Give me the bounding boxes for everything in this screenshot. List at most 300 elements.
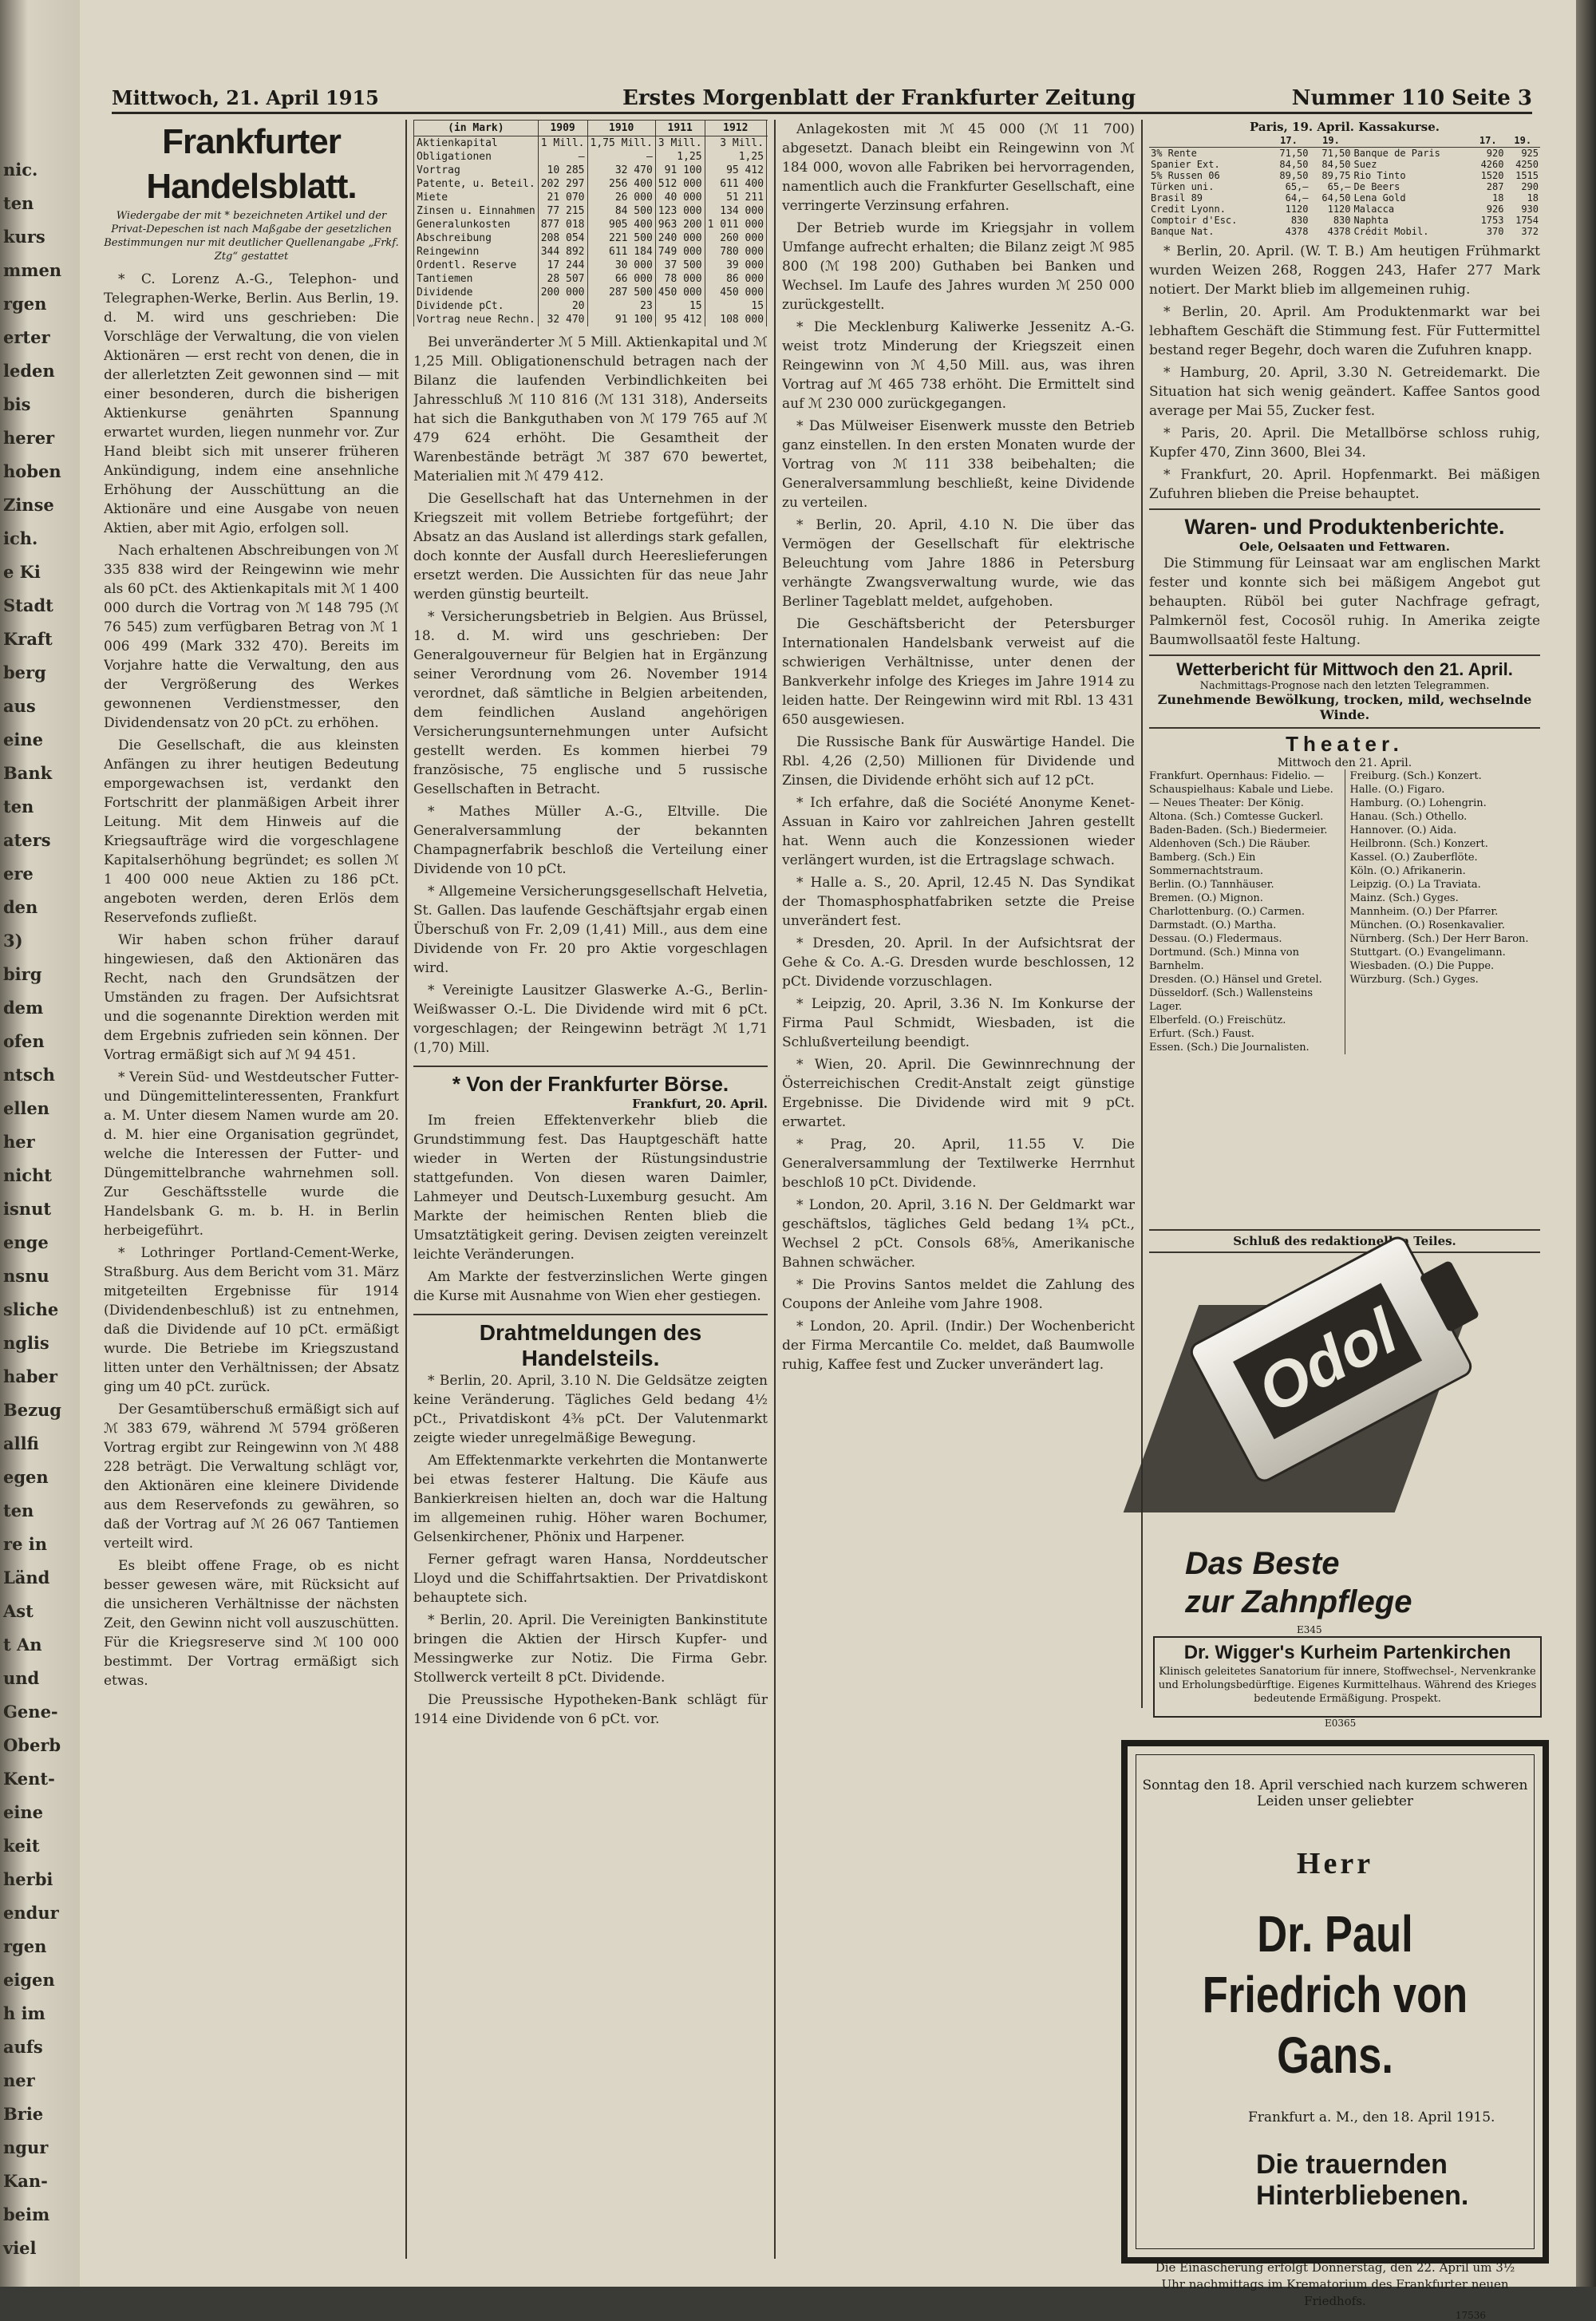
table-cell: 372 (1521, 226, 1539, 237)
table-cell: 18 (1492, 192, 1504, 204)
article-paragraph: * Prag, 20. April, 11.55 V. Die Generalversammlung der Textilwerke Herrnhut beschloß 10 pCt. Dividende. (782, 1137, 1135, 1191)
theater-listing: Halle. (O.) Figaro. (1349, 784, 1445, 796)
theater-listing: Hanau. (Sch.) Othello. (1349, 811, 1468, 823)
article-paragraph: Der Betrieb wurde im Kriegsjahr in vollem Umfange aufrecht erhalten; die Bilanz zeigt ℳ 985 800 (ℳ 198 200) Guthaben bei Banken und Wechsel. Im Laufe des Jahres wurden ℳ 250 000 zurückgestellt. (782, 220, 1135, 313)
spine-text-fragment: beim (3, 2204, 50, 2224)
table-cell: 134 000 (705, 204, 766, 218)
theater-listing: Aldenhoven (Sch.) Die Räuber. (1149, 838, 1311, 850)
spine-text-fragment: Kan- (3, 2171, 48, 2191)
table-cell (767, 245, 768, 259)
table-cell: 4378 (1285, 226, 1309, 237)
table-cell: 26 000 (587, 191, 655, 204)
table-cell: 611 400 (705, 177, 766, 191)
table-cell: 3 Mill. (705, 136, 766, 151)
table-cell (767, 299, 768, 313)
table-cell: 1753 (1480, 215, 1504, 226)
table-cell: 926 (1486, 204, 1504, 215)
kurheim-text: Klinisch geleitetes Sanatorium für innere, Stoffwechsel-, Nervenkranke und Erholungsbedürftige. Eigenes Kurmittelhaus. Während des Krieges bedeutende Ermäßigung. Prospekt. (1158, 1666, 1537, 1705)
table-cell: Naphta (1353, 215, 1389, 226)
table-cell: 260 000 (705, 231, 766, 245)
theater-listing: Mannheim. (O.) Der Pfarrer. (1349, 906, 1499, 918)
table-cell (767, 231, 768, 245)
table-cell: Obligationen (414, 150, 539, 164)
table-cell: Ordentl. Reserve (414, 259, 539, 272)
header-paper-title: Erstes Morgenblatt der Frankfurter Zeitung (622, 86, 1136, 110)
table-header: 17. (1471, 134, 1505, 148)
theater-listing: Dessau. (O.) Fledermaus. (1149, 933, 1282, 945)
table-cell: 123 000 (655, 204, 705, 218)
table-cell (767, 259, 768, 272)
article-paragraph: * Die Mecklenburg Kaliwerke Jessenitz A.-G. weist trotz Minderung der Kriegszeit einen Reingewinn von ℳ 4,50 Mill. aus, was ihren Vortrag auf ℳ 465 738 erhöht. Die Ermittelt sind auf ℳ 230 000 zurückgegangen. (782, 319, 1135, 412)
spine-text-fragment: rgen (3, 1936, 47, 1956)
spine-text-fragment: birg (3, 964, 42, 984)
obituary-intro: Sonntag den 18. April verschied nach kurzem schweren Leiden unser geliebter (1142, 1777, 1528, 1809)
table-cell: 4378 (1327, 226, 1351, 237)
obituary-name: Dr. Paul Friedrich von Gans. (1202, 1905, 1468, 2084)
spine-text-fragment: ich. (3, 528, 38, 548)
tube-label: Odol (1233, 1283, 1422, 1439)
table-cell: 290 (1521, 181, 1539, 192)
table-cell: Crédit Mobil. (1353, 226, 1429, 237)
drahtmeldungen-text (413, 1371, 768, 1729)
table-cell: Malacca (1353, 204, 1395, 215)
article-paragraph: * Hamburg, 20. April, 3.30 N. Getreidemarkt. Die Situation hat sich wenig geändert. Kaffee Santos good average per Mai 55, Zucker fest. (1149, 365, 1540, 419)
table-cell: 221 500 (587, 231, 655, 245)
column-2-text (413, 333, 768, 1058)
table-cell: 749 000 (655, 245, 705, 259)
table-cell: Generalunkosten (414, 218, 539, 231)
spine-text-fragment: bis (3, 394, 31, 414)
table-cell: 1520 (1480, 170, 1504, 181)
theater-listing: Kassel. (O.) Zauberflöte. (1349, 852, 1478, 864)
theater-listing: Bremen. (O.) Mignon. (1149, 892, 1263, 904)
table-cell: 15 (655, 299, 705, 313)
article-paragraph: * Berlin, 20. April. (W. T. B.) Am heutigen Frühmarkt wurden Weizen 268, Roggen 243, Hafer 277 Mark notiert. Der Markt blieb im allgemeinen ruhig. (1149, 243, 1540, 298)
table-cell: 77 215 (538, 204, 587, 218)
theater-listing: Erfurt. (Sch.) Faust. (1149, 1028, 1254, 1040)
table-cell (767, 286, 768, 299)
article-paragraph: * Wien, 20. April. Die Gewinnrechnung der Österreichischen Credit-Anstalt zeigt günstige Ergebnisse. Die Dividende wird mit 9 pCt. erwartet. (782, 1057, 1135, 1130)
article-paragraph: Im freien Effektenverkehr blieb die Grundstimmung fest. Das Hauptgeschäft hatte wieder in Werten der Rüstungsindustrie stattgefunden. Von diesen waren Daimler, Lahmeyer und Deutsch-Luxemburg gesucht. Am Markte der heimischen Renten blieb die Umsatztätigkeit gering. Devisen zeigten vereinzelt leichte Veränderungen. (413, 1113, 768, 1263)
oele-text (1149, 554, 1540, 650)
table-header: 1910 (587, 121, 655, 136)
table-row (414, 204, 768, 218)
table-header: 1912 (705, 121, 766, 136)
table-cell: Credit Lyonn. (1151, 204, 1226, 215)
boerse-heading: * Von der Frankfurter Börse. (413, 1066, 768, 1097)
spine-text-fragment: Oberb (3, 1735, 61, 1755)
table-row (1149, 148, 1540, 160)
spine-text-fragment: hoben (3, 461, 61, 481)
table-cell: 91 100 (655, 164, 705, 177)
table-cell: Aktienkapital (414, 136, 539, 151)
table-cell: 930 (1521, 204, 1539, 215)
column-3-text (782, 120, 1135, 1374)
spine-text-fragment: isnut (3, 1199, 52, 1219)
spine-text-fragment: den (3, 897, 38, 917)
table-cell: 925 (1521, 148, 1539, 159)
table-cell: 64,50 (1321, 192, 1351, 204)
table-cell: Vortrag neue Rechn. (414, 313, 539, 326)
theater-listing: Würzburg. (Sch.) Gyges. (1349, 974, 1479, 986)
theater-listing: Dortmund. (Sch.) Minna von Barnhelm. (1149, 947, 1299, 972)
theater-heading: Theater. (1149, 727, 1540, 757)
table-cell: Dividende pCt. (414, 299, 539, 313)
spine-text-fragment: 3) (3, 931, 23, 951)
table-cell: 15 (705, 299, 766, 313)
article-paragraph: Die Geschäftsbericht der Petersburger Internationalen Handelsbank verweist auf die schwierigen Verhältnisse, unter denen der Bankverkehr infolge des Krieges im Jahre 1914 zu leiden hatte. Der Reingewinn wird mit Rbl. 13 431 650 ausgewiesen. (782, 616, 1135, 728)
table-cell: 1 011 000 (705, 218, 766, 231)
paris-heading: Paris, 19. April. Kassakurse. (1249, 120, 1440, 134)
table-row (414, 272, 768, 286)
table-cell: 108 000 (705, 313, 766, 326)
wetter-subtitle: Nachmittags-Prognose nach den letzten Telegrammen. (1199, 680, 1490, 692)
column-rule (774, 120, 776, 2259)
article-paragraph: Anlagekosten mit ℳ 45 000 (ℳ 11 700) abgesetzt. Danach bleibt ein Reingewinn von ℳ 184 000, wovon alle Fabriken bei hervorragenden, namentlich auch die Frankfurter Gesellschaft, eine verringerte Verzinsung erfahren. (782, 121, 1135, 214)
table-cell: 3 Mill. (655, 136, 705, 151)
table-cell: 65,— (1285, 181, 1309, 192)
table-row (414, 286, 768, 299)
toothpaste-advertisement (1161, 1249, 1448, 1635)
theater-listing: Hannover. (O.) Aida. (1349, 824, 1457, 836)
table-cell: 287 (1486, 181, 1504, 192)
kurheim-heading: Dr. Wigger's Kurheim Partenkirchen (1183, 1642, 1511, 1663)
spine-text-fragment: Bezug (3, 1400, 61, 1420)
table-header: 17. (1267, 134, 1310, 148)
article-paragraph: Wir haben schon früher darauf hingewiesen, daß den Aktionären das Recht, nach den Grundsätzen der Umständen zu fragen. Der Aufsichtsrat und die sogenannte Direktion werden mit dem Ergebnis zufrieden sein können. Der Vortrag ermäßigt sich auf ℳ 94 451. (104, 932, 399, 1063)
table-cell: Tantiemen (414, 272, 539, 286)
theater-listing: Freiburg. (Sch.) Konzert. (1349, 770, 1482, 782)
spine-text-fragment: Ast (3, 1601, 34, 1621)
table-header (1353, 134, 1471, 148)
table-cell: 5% Russen 06 (1151, 170, 1220, 181)
table-cell: Miete (414, 191, 539, 204)
spine-text-fragment: Stadt (3, 595, 53, 615)
theater-listing: Elberfeld. (O.) Freischütz. (1149, 1014, 1286, 1026)
table-cell: 450 000 (655, 286, 705, 299)
table-header: 1909 (538, 121, 587, 136)
waren-heading: Waren- und Produktenberichte. (1149, 508, 1540, 540)
article-paragraph: * Paris, 20. April. Die Metallbörse schloss ruhig, Kupfer 470, Zinn 3600, Blei 34. (1149, 425, 1540, 461)
article-paragraph: Die Gesellschaft, die aus kleinsten Anfängen zu ihrer heutigen Bedeutung emporgewachsen ist, verdankt den Fortschritt der planmäßigen Arbeit ihrer Leitung. Mit dem Hinweis auf die Kriegsaufträge wird die vorgeschlagene Kapitalserhöhung begründet; es sollen ℳ 1 400 000 neue Aktien zu 186 pCt. angeboten werden, deren Erlös dem Reservefonds zufließt. (104, 737, 399, 926)
article-paragraph: * C. Lorenz A.-G., Telephon- und Telegraphen-Werke, Berlin. Aus Berlin, 19. d. M. wird uns geschrieben: Die Vorschläge der Verwaltung, die von vielen Aktionären — erst recht von denen, die in der allerletzten Zeit gewonnen sind — mit einer besonderen, durch die bisherigen Aktienkurse genährten Spannung erwartet wurden, liegen nunmehr vor. Zur Hand bleibt sich mit unserer früheren Ankündigung, indem eine ansehnliche Erhöhung der Ausschüttung an die Aktionäre und eine Ausgabe von neuen Aktien, aber mit Agio, erfolgen soll. (104, 271, 399, 536)
theater-listing: Nürnberg. (Sch.) Der Herr Baron. (1349, 933, 1529, 945)
table-row (414, 191, 768, 204)
article-paragraph: * Leipzig, 20. April, 3.36 N. Im Konkurse der Firma Paul Schmidt, Wiesbaden, ist die Schlußverteilung beendigt. (782, 996, 1135, 1050)
theater-listing: Wiesbaden. (O.) Die Puppe. (1349, 960, 1495, 972)
table-cell: 37 500 (655, 259, 705, 272)
theater-list-right (1345, 769, 1541, 1054)
article-paragraph: * Vereinigte Lausitzer Glaswerke A.-G., Berlin-Weißwasser O.-L. Die Dividende wird mit 6 pCt. vorgeschlagen; der Reingewinn beträgt ℳ 1,71 (1,70) Mill. (413, 983, 768, 1056)
section-masthead: Frankfurter Handelsblatt. (146, 122, 357, 206)
ad-slogan-line-1: Das Beste (1185, 1546, 1340, 1581)
spine-text-fragment: t An (3, 1635, 42, 1655)
table-header: 19. (1505, 134, 1540, 148)
spine-text-fragment: nic. (3, 160, 38, 180)
table-cell: 64,— (1285, 192, 1309, 204)
table-row (414, 150, 768, 164)
table-cell: 89,75 (1321, 170, 1351, 181)
table-cell: Türken uni. (1151, 181, 1215, 192)
table-cell: 287 500 (587, 286, 655, 299)
spine-text-fragment: erter (3, 327, 50, 347)
theater-list-left (1149, 769, 1345, 1054)
theater-listing: Hamburg. (O.) Lohengrin. (1349, 797, 1487, 809)
table-cell (767, 191, 768, 204)
page-header (112, 83, 1532, 114)
table-cell: 28 507 (538, 272, 587, 286)
boerse-dateline: Frankfurt, 20. April. (632, 1097, 768, 1111)
table-cell: 89,50 (1279, 170, 1309, 181)
theater-listing: Baden-Baden. (Sch.) Biedermeier. (1149, 824, 1328, 836)
table-cell: 66 000 (587, 272, 655, 286)
table-cell: 91 100 (587, 313, 655, 326)
spine-text-fragment: nicht (3, 1165, 53, 1185)
spine-text-fragment: eigen (3, 1970, 55, 1990)
column-rule (405, 120, 407, 2259)
table-cell: 95 412 (655, 313, 705, 326)
wetter-forecast: Zunehmende Bewölkung, trocken, mild, wechselnde Winde. (1157, 692, 1532, 722)
spine-text-fragment: herer (3, 428, 55, 448)
ad-slogan (1185, 1544, 1412, 1621)
spine-text-fragment: ngur (3, 2137, 49, 2157)
spine-text-fragment: Kraft (3, 629, 53, 649)
theater-listing: München. (O.) Rosenkavalier. (1349, 919, 1505, 931)
table-cell: 84,50 (1321, 159, 1351, 170)
table-cell: Rio Tinto (1353, 170, 1406, 181)
spine-text-fragment: Zinse (3, 495, 54, 515)
obituary-notice (1121, 1740, 1549, 2321)
column-2 (413, 120, 768, 2259)
theater-listing: Stuttgart. (O.) Evangelimann. (1349, 947, 1506, 959)
table-header: (in Mark) (414, 121, 539, 136)
table-cell: 39 000 (705, 259, 766, 272)
spine-text-fragment: dem (3, 998, 44, 1018)
table-header (767, 121, 768, 136)
article-paragraph: * Berlin, 20. April, 3.10 N. Die Geldsätze zeigten keine Veränderung. Tägliches Geld bedang 4½ pCt., Privatdiskont 4⅜ pCt. Der Valutenmarkt zeigte wieder unregelmäßige Bewegung. (413, 1373, 768, 1446)
article-paragraph: * London, 20. April, 3.16 N. Der Geldmarkt war geschäftslos, tägliches Geld bedang 1¾ pCt., Wechsel 2 pCt. Consols 68⅝, Amerikanische Bahnen schwächer. (782, 1197, 1135, 1271)
spine-text-fragment: kurs (3, 227, 45, 247)
table-row (414, 218, 768, 231)
spine-text-fragment: enge (3, 1232, 49, 1252)
table-cell: 78 000 (655, 272, 705, 286)
table-cell: 830 (1333, 215, 1351, 226)
spine-text-fragment: herbi (3, 1869, 53, 1889)
table-cell: 1,25 (705, 150, 766, 164)
spine-text-fragment: ten (3, 797, 34, 817)
obituary-code: 17536 (1455, 2310, 1486, 2321)
article-paragraph: * Berlin, 20. April, 4.10 N. Die über das Vermögen der Gesellschaft für elektrische Beleuchtung vom Jahre 1886 in Petersburg verhängte Zwangsverwaltung wurde, wie das Berliner Tageblatt meldet, aufgehoben. (782, 517, 1135, 610)
header-page-number: Nummer 110 Seite 3 (1291, 86, 1532, 110)
table-row (1149, 159, 1540, 170)
table-cell: 32 470 (538, 313, 587, 326)
table-cell (767, 150, 768, 164)
table-cell: Banque Nat. (1151, 226, 1215, 237)
spine-text-fragment: keit (3, 1836, 40, 1856)
table-cell: Dividende (414, 286, 539, 299)
table-cell: Spanier Ext. (1151, 159, 1220, 170)
article-paragraph: * Das Mülweiser Eisenwerk musste den Betrieb ganz einstellen. In den ersten Monaten wurde der Vortrag von ℳ 111 338 beibehalten; die Generalversammlung beschließt, keine Dividende zu verteilen. (782, 418, 1135, 511)
newspaper-page (80, 0, 1576, 2321)
table-cell: 920 (1486, 148, 1504, 159)
article-paragraph: * London, 20. April. (Indir.) Der Wochenbericht der Firma Mercantile Co. meldet, daß Baumwolle ruhig, Kaffee fest und Zucker unverändert lag. (782, 1319, 1135, 1373)
article-paragraph: * Berlin, 20. April. Die Vereinigten Bankinstitute bringen die Aktien der Hirsch Kupfer- und Messingwerke zur Notiz. Die Firma Gebr. Stollwerck verteilt 8 pCt. Dividende. (413, 1612, 768, 1686)
spine-text-fragment: Gene- (3, 1702, 58, 1722)
article-paragraph: * Frankfurt, 20. April. Hopfenmarkt. Bei mäßigen Zufuhren blieben die Preise behauptet. (1149, 467, 1540, 502)
article-paragraph: Ferner gefragt waren Hansa, Norddeutscher Lloyd und die Schiffahrtsaktien. Der Privatdiskont behauptete sich. (413, 1552, 768, 1606)
spine-text-fragment: nglis (3, 1333, 49, 1353)
article-paragraph: * Mathes Müller A.-G., Eltville. Die Generalversammlung der bekannten Champagnerfabrik beschloß die Verteilung einer Dividende von 10 pCt. (413, 804, 768, 877)
table-cell: 30 000 (587, 259, 655, 272)
spine-text-fragment: sliche (3, 1299, 59, 1319)
spine-text-fragment: rgen (3, 294, 47, 314)
spine-text-fragment: leden (3, 361, 55, 381)
tube-cap (1419, 1259, 1479, 1332)
table-cell: 65,— (1327, 181, 1351, 192)
editorial-end-marker: Schluß des redaktionellen Teiles. (1149, 1229, 1540, 1253)
table-cell: 71,50 (1321, 148, 1351, 159)
theater-listing: Köln. (O.) Afrikanerin. (1349, 865, 1466, 877)
article-paragraph: * Verein Süd- und Westdeutscher Futter- und Düngemittelinteressenten, Frankfurt a. M. Unter diesem Namen wurde am 20. d. M. hier eine Organisation gegründet, welche die Interessen der Futter- und Düngemittelbranche wahrnehmen soll. Zur Geschäftsstelle wurde die Handelsbank G. m. b. H. in Berlin herbeigeführt. (104, 1070, 399, 1239)
table-cell: 1515 (1515, 170, 1539, 181)
header-date: Mittwoch, 21. April 1915 (112, 86, 379, 109)
spine-text-fragment: aufs (3, 2037, 43, 2057)
spine-text-fragment: ntsch (3, 1065, 55, 1085)
table-cell: 877 018 (538, 218, 587, 231)
table-cell: 256 400 (587, 177, 655, 191)
paris-exchange-table (1149, 134, 1540, 237)
spine-text-fragment: haber (3, 1366, 57, 1386)
table-row (1149, 192, 1540, 204)
table-cell: 32 470 (587, 164, 655, 177)
theater-listing: Mainz. (Sch.) Gyges. (1349, 892, 1459, 904)
table-row (414, 313, 768, 326)
ad-code: E0365 (1325, 1718, 1357, 1729)
page-edge (1576, 0, 1596, 2287)
table-cell: Patente, u. Beteil. (414, 177, 539, 191)
table-cell (767, 204, 768, 218)
table-cell: 780 000 (705, 245, 766, 259)
table-cell: 40 000 (655, 191, 705, 204)
article-paragraph: Es bleibt offene Frage, ob es nicht besser gewesen wäre, mit Rücksicht auf die unsicheren Verhältnisse der nächsten Zeit, den Gewinn nicht voll auszuschütten. Für die Kriegsreserve sind ℳ 100 000 bestimmt. Der Vortrag ermäßigt sich etwas. (104, 1558, 399, 1689)
table-row (1149, 226, 1540, 237)
table-row (1149, 181, 1540, 192)
table-row (1149, 170, 1540, 181)
table-cell: Comptoir d'Esc. (1151, 215, 1238, 226)
spine-text-fragment: berg (3, 662, 46, 682)
table-cell: 344 892 (538, 245, 587, 259)
spine-text-fragment: ten (3, 1501, 34, 1520)
table-cell: Vortrag (414, 164, 539, 177)
article-paragraph: Der Gesamtüberschuß ermäßigt sich auf ℳ 383 679, während ℳ 5794 größeren Vortrag ergibt zur Reingewinn von ℳ 488 228 beträgt. Die Verwaltung schlägt vor, den Aktionären eine kleinere Dividende aus dem Reservefonds zu gewähren, so daß der Vortrag auf ℳ 26 067 Tantiemen verteilt wird. (104, 1402, 399, 1552)
obituary-mourners: Die trauernden Hinterbliebenen. (1256, 2149, 1469, 2211)
theater-listing: Heilbronn. (Sch.) Konzert. (1349, 838, 1488, 850)
article-paragraph: * Dresden, 20. April. In der Aufsichtsrat der Gehe & Co. A.-G. Dresden wurde beschlossen, 12 pCt. Dividende vorzuschlagen. (782, 935, 1135, 990)
kurheim-advertisement (1153, 1636, 1542, 1718)
spine-text-fragment: ere (3, 864, 34, 884)
spine-text-fragment: ellen (3, 1098, 49, 1118)
obituary-inner-frame (1136, 1754, 1535, 2321)
theater-listing: Charlottenburg. (O.) Carmen. (1149, 906, 1306, 918)
theater-listing: Dresden. (O.) Hänsel und Gretel. (1149, 974, 1322, 986)
spine-text-fragment: mmen (3, 260, 62, 280)
table-cell: 84 500 (587, 204, 655, 218)
table-cell: Reingewinn (414, 245, 539, 259)
spine-text-fragment: egen (3, 1467, 49, 1487)
spine-text-fragment: eine (3, 730, 43, 749)
article-paragraph: * Allgemeine Versicherungsgesellschaft Helvetia, St. Gallen. Das laufende Geschäftsjahr ergab einen Überschuß von Fr. 2,09 (1,41) Mill., aus dem eine Dividende von Fr. 20 pro Aktie vorgeschlagen wird. (413, 884, 768, 976)
table-cell (767, 136, 768, 151)
reprint-notice: Wiedergabe der mit * bezeichneten Artikel und der Privat-Depeschen ist nach Maßgabe der gesetzlichen Bestimmungen nur mit deutlicher Quellenangabe „Frkf. Ztg“ gestattet (104, 210, 399, 263)
spine-text-fragment: ten (3, 193, 34, 213)
theater-listing: Berlin. (O.) Tannhäuser. (1149, 879, 1274, 891)
table-cell: 20 (538, 299, 587, 313)
theater-listing: Bamberg. (Sch.) Ein Sommernachtstraum. (1149, 852, 1263, 877)
article-paragraph: * Die Provins Santos meldet die Zahlung des Coupons der Anleihe vom Jahre 1908. (782, 1277, 1135, 1312)
table-cell: 830 (1290, 215, 1309, 226)
table-cell: 370 (1486, 226, 1504, 237)
table-cell: Zinsen u. Einnahmen (414, 204, 539, 218)
theater-listing: Darmstadt. (O.) Martha. (1149, 919, 1277, 931)
article-paragraph: Am Markte der festverzinslichen Werte gingen die Kurse mit Ausnahme von Wien eher gestiegen. (413, 1269, 768, 1304)
table-row (414, 177, 768, 191)
table-cell (767, 164, 768, 177)
table-cell: 95 412 (705, 164, 766, 177)
spine-text-fragment: aus (3, 696, 36, 716)
spine-text-fragment: ofen (3, 1031, 45, 1051)
theater-listing: Düsseldorf. (Sch.) Wallensteins Lager. (1149, 987, 1314, 1013)
table-cell: 208 054 (538, 231, 587, 245)
table-row (1149, 204, 1540, 215)
table-row (414, 299, 768, 313)
table-cell: 611 184 (587, 245, 655, 259)
table-cell: 84,50 (1279, 159, 1309, 170)
theater-date: Mittwoch den 21. April. (1277, 757, 1412, 769)
boerse-text (413, 1111, 768, 1306)
spine-text-fragment: allfi (3, 1433, 39, 1453)
table-cell: 10 285 (538, 164, 587, 177)
ad-code: E345 (1297, 1624, 1322, 1635)
table-cell: Suez (1353, 159, 1377, 170)
table-header (1149, 134, 1267, 148)
table-cell: Lena Gold (1353, 192, 1406, 204)
spine-text-fragment: nsnu (3, 1266, 49, 1286)
table-row (1149, 215, 1540, 226)
spine-text-fragment: aters (3, 830, 51, 850)
table-cell: 4250 (1515, 159, 1539, 170)
spine-text-fragment: her (3, 1132, 35, 1152)
table-cell: 4260 (1480, 159, 1504, 170)
article-paragraph: Nach erhaltenen Abschreibungen von ℳ 335 838 wird der Reingewinn wie mehr als 60 pCt. des Aktienkapitals mit ℳ 1 400 000 durch die Vortrag von ℳ 148 795 (ℳ 76 545) zum verfügbaren Betrag von ℳ 1 006 499 (Mark 332 470). Bereits im Vorjahre hatte die Verwaltung, den aus der Vergrößerung des Werkes gewonnenen Verdienstmesser, den Dividendensatz von 20 pCt. zu erhöhen. (104, 543, 399, 731)
obituary-title: Herr (1296, 1847, 1374, 1880)
theater-listing: Altona. (Sch.) Comtesse Guckerl. (1149, 811, 1324, 823)
table-header: 1911 (655, 121, 705, 136)
table-cell (767, 218, 768, 231)
theater-listing: Frankfurt. Opernhaus: Fidelio. — Schauspielhaus: Kabale und Liebe. — Neues Theater: Der König. (1149, 770, 1333, 809)
table-cell: 1,75 Mill. (587, 136, 655, 151)
article-paragraph: Am Effektenmarkte verkehrten die Montanwerte bei etwas festerer Haltung. Die Käufe aus Bankierkreisen hielten an, doch war die Haltung im allgemeinen ruhig. Höher waren Bochumer, Gelsenkirchener, Phönix und Harpener. (413, 1453, 768, 1545)
table-cell (767, 272, 768, 286)
column-4-text (1149, 242, 1540, 504)
spine-text-fragment: endur (3, 1903, 59, 1923)
column-3 (782, 120, 1135, 2259)
table-cell: 71,50 (1279, 148, 1309, 159)
table-cell: 450 000 (705, 286, 766, 299)
ad-slogan-line-2: zur Zahnpflege (1185, 1584, 1412, 1619)
theater-listing: Leipzig. (O.) La Traviata. (1349, 879, 1481, 891)
obituary-footer: Die Einäscherung erfolgt Donnerstag, den 22. April um 3½ Uhr nachmittags im Krematorium des Frankfurter neuen Friedhofs. (1155, 2260, 1515, 2308)
table-cell: 1754 (1515, 215, 1539, 226)
